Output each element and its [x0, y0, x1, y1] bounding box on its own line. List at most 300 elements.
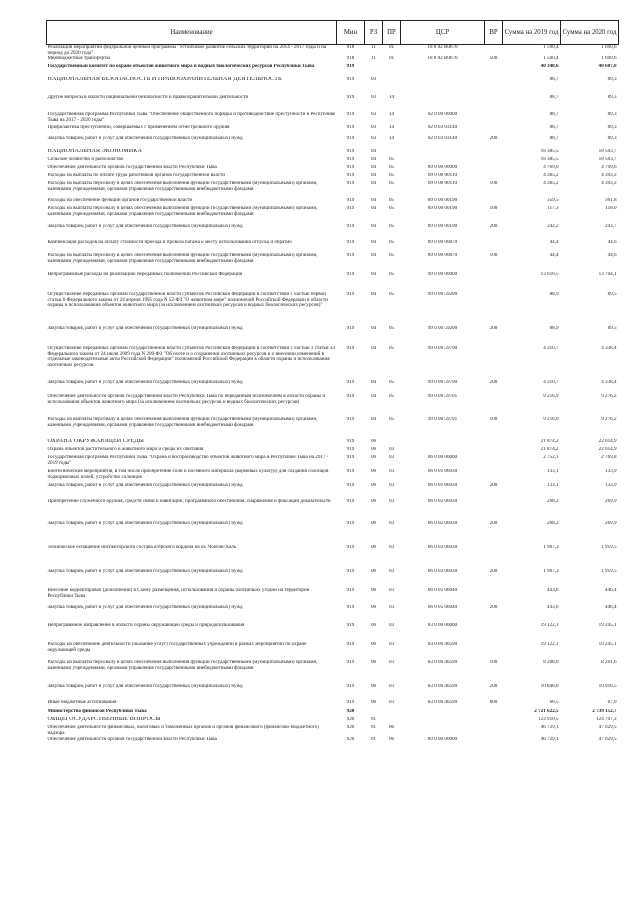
cell-sum-2020: 89,5: [607, 326, 617, 332]
table-row: [47, 417, 619, 439]
cell-target-article: 83 0 00 40590: [427, 684, 458, 690]
cell-ministry: 919: [346, 95, 355, 101]
cell-section: 06: [370, 660, 377, 666]
cell-subsection: 03: [388, 700, 395, 706]
cell-expense-type: [485, 545, 503, 569]
table-row: [47, 469, 619, 483]
cell-name: Закупка товаров, работ и услуг для обеспечения государственных (муниципальных) нужд: [47, 483, 243, 489]
cell-sum-2019: 1 590,4: [543, 44, 559, 50]
cell-sum-2020: 89,3: [607, 112, 617, 118]
table-row: [47, 439, 619, 447]
cell-subsection: 05: [388, 198, 395, 204]
cell-target-article: 06 0 03 06030: [427, 569, 458, 575]
table-row: [47, 198, 619, 206]
cell-sum-2019: 133,1: [547, 483, 559, 489]
cell-sum-2020: 89,3: [607, 77, 617, 83]
table-row: [47, 545, 619, 569]
cell-expense-type: [485, 165, 503, 173]
cell-ministry: 919: [346, 77, 355, 83]
cell-sum-2020: 1 919,5: [601, 545, 617, 551]
cell-expense-type: 100: [489, 417, 498, 423]
cell-expense-type: [485, 394, 503, 417]
cell-target-article: 89 0 00 00190: [427, 224, 458, 230]
cell-subsection: 03: [388, 499, 395, 505]
cell-expense-type: [485, 447, 503, 455]
cell-target-article: 89 0 00 00190: [427, 206, 458, 212]
cell-sum-2019: 18 385,5: [540, 149, 559, 155]
cell-subsection: [383, 717, 401, 725]
cell-expense-type: [485, 157, 503, 165]
cell-target-article: 89 0 00 00110: [427, 173, 458, 179]
header-section: РЗ: [365, 21, 383, 45]
cell-expense-type: 200: [489, 483, 498, 489]
cell-sum-2020: 44,6: [607, 253, 617, 259]
cell-sum-2019: 88,7: [549, 136, 559, 142]
cell-expense-type: [485, 737, 503, 747]
cell-sum-2019: 268,2: [547, 499, 559, 505]
cell-name: Непрограммные расходы на реализацию переданных полномочий Российской Федерации: [47, 272, 243, 278]
cell-subsection: [383, 709, 401, 717]
cell-expense-type: [485, 64, 503, 77]
cell-name: Закупка товаров, работ и услуг для обеспечения государственных (муниципальных) нужд: [47, 521, 243, 527]
cell-target-article: 83 0 00 00000: [427, 623, 458, 629]
cell-subsection: 05: [388, 240, 395, 246]
cell-name: Осуществление переданных органам государственной власти субъектов Российской Федерации в соответствии с частью первой статьи 6 Федерального закона от 24 апреля 1995 года N 52-ФЗ "О животном мире" полномочий Российской Федерации в области охраны и использования объектов животного мира (за исключением охотничьих ресурсов и водных биологических ресурсов)": [47, 292, 328, 309]
cell-expense-type: [485, 725, 503, 737]
table-row: [47, 623, 619, 642]
cell-ministry: 919: [346, 623, 355, 629]
cell-subsection: [383, 77, 401, 95]
cell-expense-type: [485, 455, 503, 469]
table-row: [47, 157, 619, 165]
cell-expense-type: [485, 173, 503, 181]
cell-target-article: 06 0 05 06040: [427, 605, 458, 611]
cell-name: Расходы на выплаты персоналу в целях обеспечения выполнения функций государственными (муниципальными) органами, казенными учреждениями, органами управления государственными внебюджетными фондами: [47, 417, 318, 428]
cell-sum-2020: 133,9: [605, 469, 617, 475]
cell-sum-2020: 22 014,9: [598, 439, 617, 445]
cell-sum-2019: 359,5: [547, 198, 559, 204]
cell-ministry: 919: [346, 326, 355, 332]
cell-name: Обеспечение деятельности органов государственной власти Республики Тыва по переданным полномочиям в области охраны и использования объектов животного мира (за исключением охотничьих ресурсов и водных биологических ресурсов): [47, 394, 326, 405]
cell-section: 04: [370, 224, 377, 230]
cell-sum-2020: 361,8: [605, 198, 617, 204]
cell-target-article: 02 0 03 03140: [427, 136, 458, 142]
cell-ministry: 919: [346, 173, 355, 179]
cell-sum-2020: 1 690,6: [601, 56, 617, 62]
cell-sum-2020: 19 245,1: [598, 623, 617, 629]
cell-sum-2019: 443,6: [547, 605, 559, 611]
cell-section: 04: [370, 206, 377, 212]
header-sum-2020: Сумма на 2020 год: [561, 21, 619, 45]
cell-subsection: 05: [388, 380, 395, 386]
cell-ministry: 919: [346, 439, 355, 445]
cell-sum-2020: 269,9: [605, 499, 617, 505]
table-row: [47, 660, 619, 684]
cell-expense-type: 100: [489, 253, 498, 259]
cell-ministry: 919: [346, 112, 355, 118]
cell-section: 04: [370, 157, 377, 163]
cell-target-article: [401, 447, 485, 455]
cell-sum-2020: 446,4: [605, 588, 617, 594]
cell-sum-2019: 1 907,3: [543, 569, 559, 575]
cell-target-article: [401, 64, 485, 77]
cell-name: Министерство финансов Республики Тыва: [47, 709, 147, 715]
table-row: [47, 499, 619, 521]
table-row: [47, 64, 619, 77]
cell-name: Внесение корректировок (дополнений) в Схему размещения, использования и охраны охотничьих угодий на территории Республики Тыва: [47, 588, 310, 599]
cell-section: 03: [370, 95, 377, 101]
cell-subsection: 05: [388, 346, 395, 352]
cell-sum-2020: 4 338,4: [601, 380, 617, 386]
table-row: [47, 253, 619, 272]
cell-subsection: 05: [388, 173, 395, 179]
table-row: [47, 173, 619, 181]
cell-sum-2020: 4 393,2: [601, 173, 617, 179]
cell-expense-type: [485, 149, 503, 157]
cell-sum-2019: 4 365,2: [543, 173, 559, 179]
cell-section: 03: [370, 77, 377, 83]
cell-target-article: 83 0 00 40590: [427, 660, 458, 666]
cell-sum-2019: 117,3: [547, 206, 559, 212]
cell-section: 04: [370, 394, 377, 400]
table-row: [47, 224, 619, 240]
cell-ministry: 919: [346, 394, 355, 400]
cell-target-article: 06 0 02 06030: [427, 521, 458, 527]
cell-sum-2020: 2 739 152,7: [592, 709, 617, 715]
cell-expense-type: [485, 499, 503, 521]
cell-section: 04: [370, 346, 377, 352]
cell-subsection: 05: [388, 253, 395, 259]
cell-target-article: [401, 709, 485, 717]
table-row: [47, 717, 619, 725]
cell-subsection: 03: [388, 623, 395, 629]
cell-section: 06: [370, 605, 377, 611]
cell-subsection: 05: [388, 292, 395, 298]
cell-expense-type: [485, 292, 503, 326]
cell-sum-2020: 4 338,4: [601, 346, 617, 352]
cell-subsection: 14: [388, 125, 395, 131]
cell-sum-2020: 89,3: [607, 136, 617, 142]
cell-section: 03: [370, 112, 377, 118]
cell-sum-2019: 66,5: [549, 700, 559, 706]
cell-sum-2019: 44,4: [549, 253, 559, 259]
cell-expense-type: [485, 346, 503, 380]
table-row: [47, 605, 619, 623]
cell-sum-2019: 9 216,9: [543, 394, 559, 400]
cell-subsection: 03: [388, 521, 395, 527]
cell-name: Расходы на выплаты персоналу в целях обеспечения выполнения функций государственными (муниципальными) органами, казенными учреждениями, органами управления государственными внебюджетными фондами: [47, 253, 318, 264]
table-row: [47, 240, 619, 253]
budget-table: [46, 20, 619, 747]
cell-target-article: 06 0 02 06030: [427, 499, 458, 505]
cell-section: 06: [370, 447, 377, 453]
cell-name: Закупка товаров, работ и услуг для обеспечения государственных (муниципальных) нужд: [47, 326, 243, 332]
cell-subsection: 03: [388, 545, 395, 551]
cell-ministry: 920: [346, 725, 355, 731]
cell-subsection: 03: [388, 469, 395, 475]
cell-target-article: 02 0 03 03140: [427, 125, 458, 131]
cell-sum-2020: 2 769,8: [601, 455, 617, 461]
cell-target-article: 06 0 01 06030: [427, 469, 458, 475]
cell-sum-2019: 4 769,0: [543, 165, 559, 171]
cell-subsection: 05: [388, 157, 395, 163]
cell-expense-type: 200: [489, 684, 498, 690]
table-row: [47, 521, 619, 545]
cell-sum-2019: 1 590,4: [543, 56, 559, 62]
cell-sum-2020: 446,4: [605, 605, 617, 611]
cell-ministry: 919: [346, 136, 355, 142]
cell-section: 01: [370, 725, 377, 731]
cell-target-article: 99 0 00 00000: [427, 272, 458, 278]
cell-subsection: 14: [388, 136, 395, 142]
cell-sum-2020: 9 276,2: [601, 417, 617, 423]
cell-ministry: 920: [346, 709, 355, 715]
cell-target-article: 83 0 00 40590: [427, 700, 458, 706]
table-row: [47, 394, 619, 417]
cell-name: Межбюджетные трансферты: [47, 56, 110, 62]
cell-ministry: 919: [346, 380, 355, 386]
cell-ministry: 919: [346, 660, 355, 666]
cell-sum-2019: 8 208,8: [543, 660, 559, 666]
cell-section: 06: [370, 521, 377, 527]
cell-target-article: [401, 77, 485, 95]
cell-expense-type: [485, 95, 503, 112]
cell-ministry: 919: [346, 157, 355, 163]
cell-expense-type: 200: [489, 521, 498, 527]
cell-name: ОХРАНА ОКРУЖАЮЩЕЙ СРЕДЫ: [47, 439, 145, 445]
cell-name: Охрана объектов растительного и животного мира и среды их обитания: [47, 447, 204, 453]
cell-subsection: 03: [388, 483, 395, 489]
cell-target-article: 99 0 00 59701: [427, 417, 458, 423]
cell-target-article: 99 0 00 59700: [427, 380, 458, 386]
table-row: [47, 725, 619, 737]
cell-name: Обеспечение деятельности финансовых, налоговых и таможенных органов и органов финансового (финансово-бюджетного) надзора: [47, 725, 319, 736]
cell-name: Расходы на обеспечение функций органов государственной власти: [47, 198, 193, 204]
cell-sum-2020: 243,7: [605, 224, 617, 230]
cell-expense-type: 200: [489, 380, 498, 386]
cell-subsection: 05: [388, 181, 395, 187]
cell-ministry: 919: [346, 588, 355, 594]
cell-target-article: 89 0 00 00870: [427, 253, 458, 259]
table-body: [47, 45, 619, 748]
cell-section: 06: [370, 439, 377, 445]
cell-subsection: 01: [388, 56, 395, 62]
cell-name: Расходы на выплаты персоналу в целях обеспечения выполнения функций государственными (муниципальными) органами, казенными учреждениями, органами управления государственными внебюджетными фондами: [47, 181, 318, 192]
cell-expense-type: [485, 623, 503, 642]
cell-ministry: 919: [346, 253, 355, 259]
table-row: [47, 77, 619, 95]
cell-ministry: 919: [346, 545, 355, 551]
cell-subsection: 06: [388, 737, 395, 743]
cell-subsection: 03: [388, 588, 395, 594]
cell-sum-2020: 40 607,8: [598, 64, 617, 70]
cell-subsection: 14: [388, 95, 395, 101]
cell-expense-type: 200: [489, 326, 498, 332]
cell-ministry: 919: [346, 125, 355, 131]
cell-name: Осуществление переданных органам государственной власти субъектов Российской Федерации в соответствии с частью 1 статьи 33 Федерального закона от 24 июля 2009 года N 209-ФЗ "Об охоте и о сохранении охотничьих ресурсов и о внесении изменений в отдельные законодательные акты Российской Федерации" полномочий Российской Федерации в области охраны и использования охотничьих ресурсов: [47, 346, 335, 368]
cell-name: Государственный комитет по охране объектов животного мира и водных биологических ресурсов Республики Тыва: [47, 64, 315, 70]
cell-section: 06: [370, 469, 377, 475]
cell-sum-2020: 89,5: [607, 292, 617, 298]
cell-section: 06: [370, 642, 377, 648]
cell-section: 06: [370, 700, 377, 706]
cell-expense-type: 200: [489, 136, 498, 142]
table-row: [47, 684, 619, 700]
cell-ministry: 919: [346, 700, 355, 706]
cell-sum-2019: 88,7: [549, 112, 559, 118]
table-row: [47, 709, 619, 717]
cell-ministry: 919: [346, 642, 355, 648]
cell-expense-type: 500: [489, 56, 498, 62]
cell-name: Закупка товаров, работ и услуг для обеспечения государственных (муниципальных) нужд: [47, 605, 243, 611]
cell-ministry: 919: [346, 569, 355, 575]
cell-section: 03: [370, 136, 377, 142]
cell-expense-type: [485, 125, 503, 136]
cell-sum-2019: 21 874,2: [540, 439, 559, 445]
cell-subsection: 01: [388, 44, 395, 50]
cell-ministry: 919: [346, 605, 355, 611]
table-row: [47, 700, 619, 709]
cell-sum-2019: 4 365,2: [543, 181, 559, 187]
cell-target-article: 99 0 00 59701: [427, 394, 458, 400]
table-header-row: [47, 21, 619, 45]
table-row: [47, 272, 619, 292]
cell-section: 01: [370, 717, 377, 723]
cell-sum-2019: 46 729,1: [540, 725, 559, 731]
cell-sum-2019: 1 907,3: [543, 545, 559, 551]
cell-sum-2020: 4 799,6: [601, 165, 617, 171]
cell-sum-2019: 88,9: [549, 326, 559, 332]
cell-expense-type: 800: [489, 700, 498, 706]
cell-section: 04: [370, 149, 377, 155]
cell-subsection: [383, 149, 401, 157]
cell-name: Закупка товаров, работ и услуг для обеспечения государственных (муниципальных) нужд: [47, 569, 243, 575]
cell-sum-2020: 18 503,7: [598, 149, 617, 155]
table-row: [47, 455, 619, 469]
cell-name: Государственная программа Республики Тыва "Охрана и воспроизводство объектов животного мира в Республике Тыва на 2017 - 2019 годы": [47, 455, 329, 466]
cell-section: 06: [370, 545, 377, 551]
cell-ministry: 919: [346, 181, 355, 187]
cell-name: НАЦИОНАЛЬНАЯ ЭКОНОМИКА: [47, 149, 142, 155]
cell-sum-2020: 89,3: [607, 95, 617, 101]
table-row: [47, 326, 619, 346]
cell-name: Закупка товаров, работ и услуг для обеспечения государственных (муниципальных) нужд: [47, 380, 243, 386]
cell-sum-2019: 88,7: [549, 95, 559, 101]
cell-name: Компенсация расходов на оплату стоимости проезда и провоза багажа к месту использования отпуска и обратно: [47, 240, 292, 246]
cell-name: Обеспечение деятельности органов государственной власти Республики Тыва: [47, 737, 217, 743]
cell-section: 06: [370, 483, 377, 489]
cell-ministry: 919: [346, 224, 355, 230]
cell-ministry: 919: [346, 483, 355, 489]
cell-subsection: 03: [388, 660, 395, 666]
cell-subsection: 03: [388, 605, 395, 611]
cell-ministry: 919: [346, 198, 355, 204]
cell-sum-2019: 44,4: [549, 240, 559, 246]
cell-name: Сельское хозяйство и рыболовство: [47, 157, 124, 163]
cell-section: 06: [370, 623, 377, 629]
cell-sum-2020: 13 704,1: [598, 272, 617, 278]
table-row: [47, 181, 619, 198]
cell-sum-2020: 4 393,2: [601, 181, 617, 187]
header-name: Наименование: [47, 21, 337, 45]
table-row: [47, 569, 619, 588]
cell-ministry: 919: [346, 499, 355, 505]
cell-ministry: 919: [346, 521, 355, 527]
cell-sum-2020: 89,3: [607, 125, 617, 131]
table-row: [47, 149, 619, 157]
cell-subsection: [383, 64, 401, 77]
cell-ministry: 920: [346, 717, 355, 723]
cell-target-article: 06 0 05 06040: [427, 588, 458, 594]
cell-expense-type: [485, 717, 503, 725]
cell-section: 06: [370, 499, 377, 505]
cell-sum-2019: 18 385,5: [540, 157, 559, 163]
cell-name: Расходы на выплаты по оплате труда работников органов государственной власти: [47, 173, 225, 179]
cell-name: Расходы на обеспечение деятельности (оказание услуг) государственных учреждений в рамках мероприятий по охране окружающей среды: [47, 642, 307, 653]
cell-sum-2020: 1 690,6: [601, 44, 617, 50]
header-subsection: ПР: [383, 21, 401, 45]
cell-ministry: 919: [346, 149, 355, 155]
cell-ministry: 919: [346, 469, 355, 475]
header-sum-2019: Сумма на 2019 год: [503, 21, 561, 45]
cell-sum-2019: 2 752,1: [543, 455, 559, 461]
cell-ministry: 919: [346, 417, 355, 423]
cell-sum-2020: 44,6: [607, 240, 617, 246]
table-row: [47, 447, 619, 455]
cell-sum-2019: 19 122,1: [540, 623, 559, 629]
cell-target-article: 02 0 00 00000: [427, 112, 458, 118]
cell-ministry: 918: [346, 44, 355, 50]
table-row: [47, 380, 619, 394]
cell-section: 04: [370, 272, 377, 278]
table-row: [47, 346, 619, 380]
cell-expense-type: [485, 439, 503, 447]
cell-section: [365, 64, 383, 77]
cell-ministry: 919: [346, 447, 355, 453]
cell-sum-2019: 443,6: [547, 588, 559, 594]
cell-subsection: 14: [388, 112, 395, 118]
cell-subsection: 05: [388, 224, 395, 230]
cell-expense-type: [485, 77, 503, 95]
cell-sum-2020: 8 261,6: [601, 660, 617, 666]
cell-name: Расходы на выплаты персоналу в целях обеспечения выполнения функций государственными (муниципальными) органами, казенными учреждениями, органами управления государственными внебюджетными фондами: [47, 660, 318, 671]
cell-ministry: 919: [346, 64, 355, 70]
cell-ministry: 919: [346, 206, 355, 212]
cell-sum-2019: 4 310,7: [543, 380, 559, 386]
cell-expense-type: 100: [489, 206, 498, 212]
cell-sum-2019: 242,2: [547, 224, 559, 230]
cell-ministry: 919: [346, 346, 355, 352]
cell-sum-2020: 269,9: [605, 521, 617, 527]
cell-expense-type: [485, 642, 503, 660]
cell-expense-type: [485, 272, 503, 292]
cell-subsection: 05: [388, 165, 395, 171]
cell-target-article: 99 0 00 59200: [427, 292, 458, 298]
cell-section: 03: [370, 125, 377, 131]
cell-sum-2020: 9 276,2: [601, 394, 617, 400]
cell-name: Профилактика преступлений, совершаемых с применением огнестрельного оружия: [47, 125, 230, 131]
table-row: [47, 483, 619, 499]
table-row: [47, 165, 619, 173]
cell-target-article: [401, 95, 485, 112]
header-target-article: ЦСР: [401, 21, 485, 45]
cell-subsection: 06: [388, 725, 395, 731]
cell-section: 11: [371, 56, 376, 62]
cell-sum-2019: 133,1: [547, 469, 559, 475]
table-row: [47, 125, 619, 136]
cell-sum-2019: 2 721 622,5: [534, 709, 559, 715]
cell-sum-2019: 88,9: [549, 292, 559, 298]
